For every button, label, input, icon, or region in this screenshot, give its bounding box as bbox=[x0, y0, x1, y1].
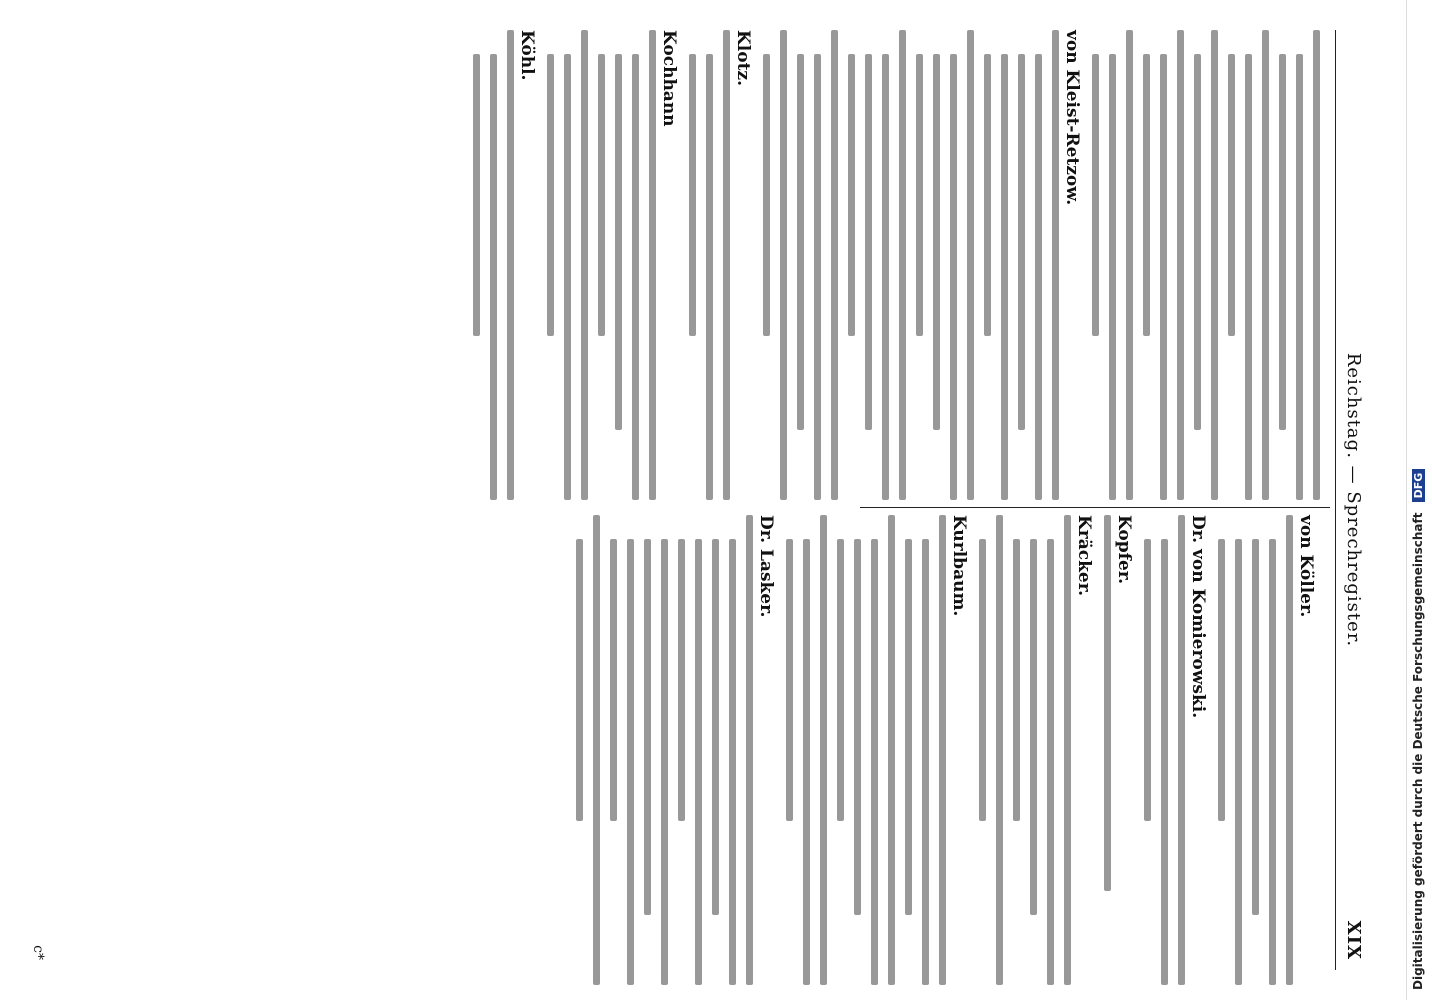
column-divider bbox=[860, 507, 1330, 508]
speaker-name: Kräcker. bbox=[1074, 515, 1094, 597]
entry-illegible bbox=[1218, 515, 1293, 985]
page-header bbox=[1335, 30, 1370, 970]
document-page bbox=[10, 0, 1390, 1000]
speaker-name: Klotz. bbox=[733, 30, 753, 86]
speaker-name: Köhl. bbox=[517, 30, 537, 81]
speaker-name: von Kleist-Retzow. bbox=[1062, 30, 1082, 206]
speaker-name: von Köller. bbox=[1296, 515, 1316, 618]
entry-illegible bbox=[979, 515, 1071, 985]
entry-illegible bbox=[1104, 515, 1111, 985]
speaker-name: Dr. von Komierowski. bbox=[1188, 515, 1208, 719]
entry-illegible bbox=[763, 30, 1059, 500]
register-columns bbox=[40, 30, 1320, 970]
left-column bbox=[40, 30, 1320, 500]
entry-illegible bbox=[473, 30, 514, 500]
running-title: Reichstag. — Sprechregister. bbox=[1343, 352, 1364, 648]
speaker-name: Dr. Lasker. bbox=[756, 515, 776, 618]
speaker-name: Kurlbaum. bbox=[949, 515, 969, 617]
entry-illegible bbox=[1144, 515, 1185, 985]
entry-illegible bbox=[576, 515, 753, 985]
right-column bbox=[40, 515, 1320, 985]
entry-illegible bbox=[786, 515, 946, 985]
entry-illegible bbox=[689, 30, 730, 500]
speaker-name: Kopfer. bbox=[1114, 515, 1134, 585]
digitization-strip bbox=[1406, 0, 1432, 1000]
speaker-name: Kochhann bbox=[659, 30, 679, 127]
funding-notice: Digitalisierung gefördert durch die Deutsche Forschungsgemeinschaft bbox=[1411, 512, 1425, 990]
digitization-notice bbox=[1411, 0, 1425, 990]
entry-illegible bbox=[1092, 30, 1320, 500]
entry-illegible bbox=[547, 30, 656, 500]
signature-mark: c* bbox=[30, 945, 46, 960]
page-number: XIX bbox=[1343, 920, 1364, 960]
dfg-logo: DFG bbox=[1412, 469, 1425, 503]
